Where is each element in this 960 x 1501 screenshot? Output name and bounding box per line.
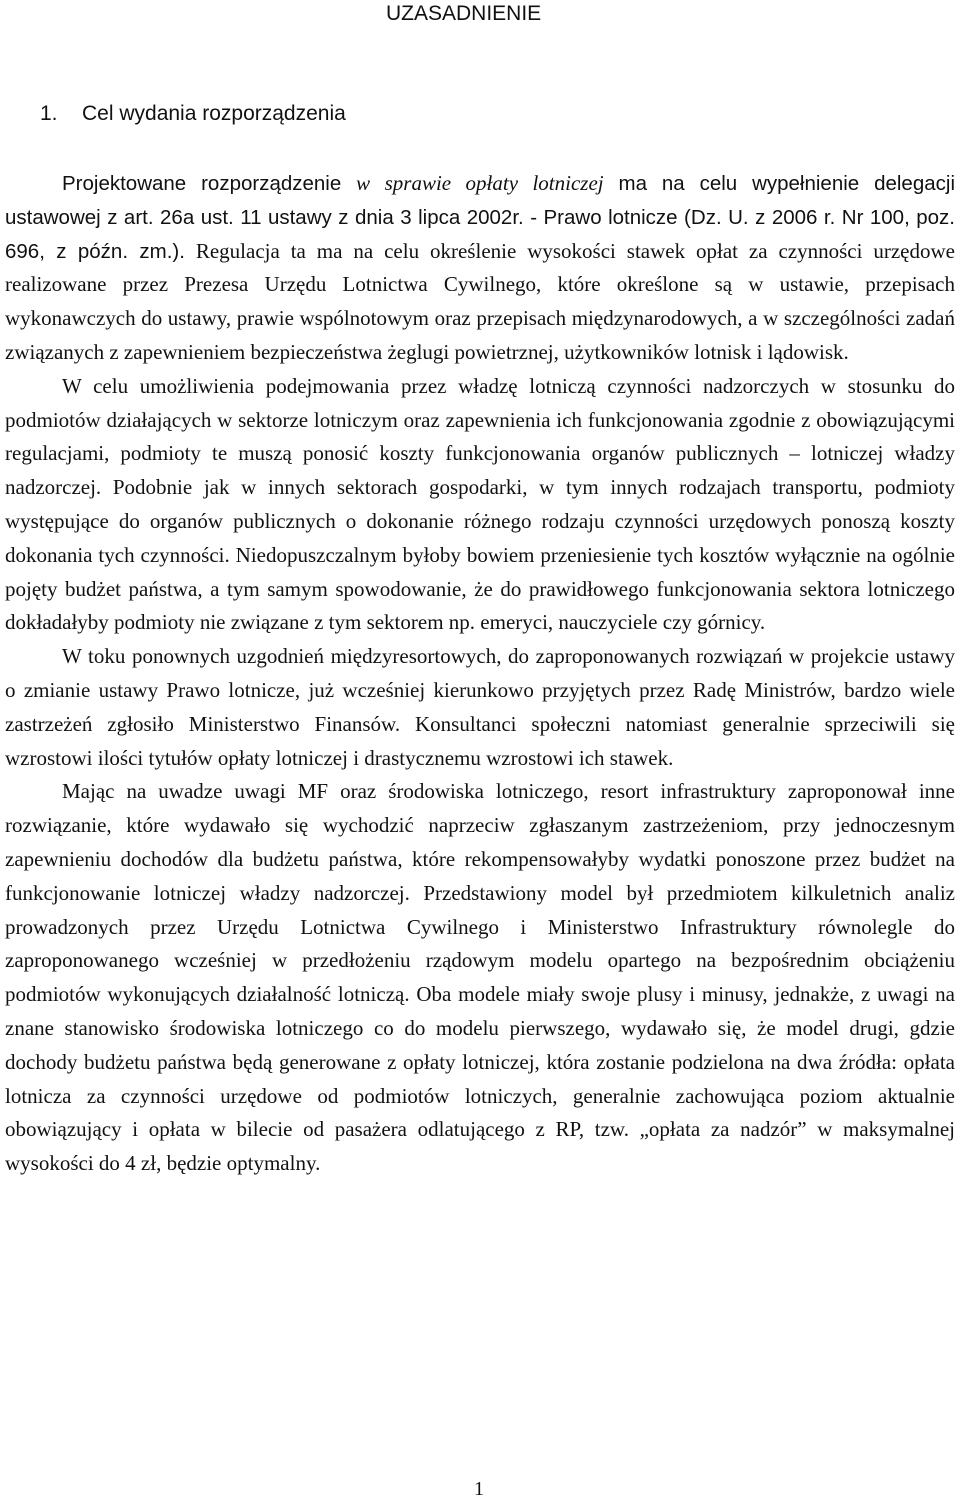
page-number: 1	[474, 1478, 484, 1500]
paragraph-3: W toku ponownych uzgodnień międzyresortowych, do zaproponowanych rozwiązań w projekcie ustawy o zmianie ustawy Prawo lotnicze, już wcześniej kierunkowo przyjętych przez Radę Ministrów, bardzo wiele zastrzeżeń zgłosiło Ministerstwo Finansów. Konsultanci społeczni natomiast generalnie sprzeciwili się wzrostowi ilości tytułów opłaty lotniczej i drastycznemu wzrostowi ich stawek.	[5, 644, 955, 770]
paragraph-1-italic: w sprawie opłaty lotniczej	[356, 171, 604, 195]
paragraph-2: W celu umożliwienia podejmowania przez władzę lotniczą czynności nadzorczych w stosunku do podmiotów działających w sektorze lotniczym oraz zapewnienia ich funkcjonowania zgodnie z obowiązującymi regulacjami, podmioty te muszą ponosić koszty funkcjonowania organów publicznych – lotniczej władzy nadzorczej. Podobnie jak w innych sektorach gospodarki, w tym innych rodzajach transportu, podmioty występujące do organów publicznych o dokonanie różnego rodzaju czynności urzędowych ponoszą koszty dokonania tych czynności. Niedopuszczalnym byłoby bowiem przeniesienie tych kosztów wyłącznie na ogólnie pojęty budżet państwa, a tym samym spowodowanie, że do prawidłowego funkcjonowania sektora lotniczego dokładałyby podmioty nie związane z tym sektorem np. emeryci, nauczyciele czy górnicy.	[5, 373, 955, 635]
body-text	[5, 167, 955, 1181]
paragraph-1-text-cont: ma na celu wypełnienie delegacji ustawowej z art. 26a ust. 11 ustawy z dnia 3 lipca 2002r. - Prawo lotnicze (Dz. U. z 2006 r. Nr 100, poz. 696, z późn. zm.).	[5, 172, 955, 263]
paragraph-1-text: Projektowane rozporządzenie	[62, 172, 357, 195]
section-number: 1.	[40, 102, 58, 125]
paragraph-4: Mając na uwadze uwagi MF oraz środowiska lotniczego, resort infrastruktury zaproponował inne rozwiązanie, które wydawało się wychodzić naprzeciw zgłaszanym zastrzeżeniom, przy jednoczesnym zapewnieniu dochodów dla budżetu państwa, które rekompensowałyby wydatki ponoszone przez budżet na funkcjonowanie lotniczej władzy nadzorczej. Przedstawiony model był przedmiotem kilkuletnich analiz prowadzonych przez Urzędu Lotnictwa Cywilnego i Ministerstwo Infrastruktury równolegle do zaproponowanego wcześniej w przedłożeniu rządowym modelu opartego na bezpośrednim obciążeniu podmiotów wykonujących działalność lotniczą. Oba modele miały swoje plusy i minusy, jednakże, z uwagi na znane stanowisko środowiska lotniczego co do modelu pierwszego, wydawało się, że model drugi, gdzie dochody budżetu państwa będą generowane z opłaty lotniczej, która zostanie podzielona na dwa źródła: opłata lotnicza za czynności urzędowe od podmiotów lotniczych, generalnie zachowująca poziom aktualnie obowiązujący i opłata w bilecie od pasażera odlatującego z RP, tzw. „opłata za nadzór” w maksymalnej wysokości do 4 zł, będzie optymalny.	[5, 779, 955, 1176]
paragraph-1-regulation: Regulacja ta ma na celu określenie wysokości stawek opłat za czynności urzędowe realizowane przez Prezesa Urzędu Lotnictwa Cywilnego, które określone są w ustawie, przepisach wykonawczych do ustawy, prawie wspólnotowym oraz przepisach międzynarodowych, a w szczególności zadań związanych z zapewnieniem bezpieczeństwa żeglugi powietrznej, użytkowników lotnisk i lądowisk.	[5, 238, 955, 364]
section-heading-text: Cel wydania rozporządzenia	[82, 102, 346, 125]
document-title: UZASADNIENIE	[386, 2, 542, 25]
paragraph-1	[5, 167, 955, 370]
section-heading	[40, 102, 346, 126]
